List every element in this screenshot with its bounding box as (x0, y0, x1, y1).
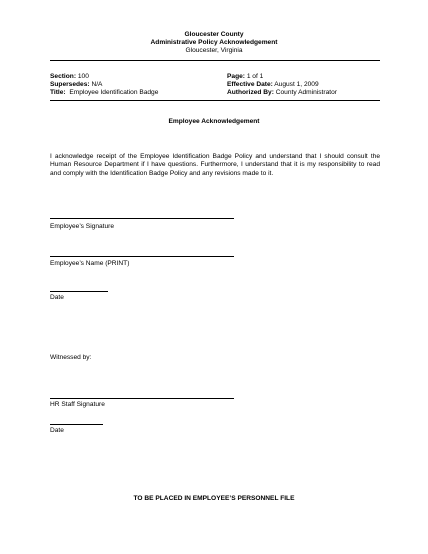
page-field (227, 73, 263, 81)
effective-date-value: August 1, 2009 (274, 81, 319, 88)
employee-name-label: Employee’s Name (PRINT) (50, 260, 130, 267)
section-heading: Employee Acknowledgement (168, 118, 260, 125)
hr-signature-line (50, 398, 234, 399)
authorized-by-label: Authorized By: (227, 89, 274, 96)
location: Gloucester, Virginia (185, 47, 243, 54)
hr-signature-label: HR Staff Signature (50, 401, 105, 408)
effective-date-label: Effective Date: (227, 81, 273, 88)
authorized-by-field (227, 89, 337, 97)
date-label-1: Date (50, 294, 64, 301)
section-field (50, 73, 89, 81)
supersedes-label: Supersedes: (50, 81, 90, 88)
section-value: 100 (77, 73, 89, 80)
employee-name-line (50, 256, 234, 257)
date-line-1 (50, 291, 108, 292)
employee-signature-label: Employee’s Signature (50, 223, 115, 230)
date-line-2 (50, 424, 103, 425)
witnessed-by-label: Witnessed by: (50, 354, 92, 361)
document-title: Administrative Policy Acknowledgement (150, 39, 278, 46)
title-value: Employee Identification Badge (69, 89, 159, 96)
county-name: Gloucester County (184, 31, 244, 38)
header-rule-top (50, 60, 380, 61)
supersedes-value: N/A (91, 81, 103, 88)
acknowledgement-paragraph: I acknowledge receipt of the Employee Identification Badge Policy and understand that I should consult the Human Resource Department if I have questions. Furthermore, I understand that it is my responsibility to read and comply with the Identification Badge Policy and any revisions made to it. (50, 153, 380, 177)
employee-signature-line (50, 218, 234, 219)
section-label: Section: (50, 73, 77, 80)
supersedes-field (50, 81, 102, 89)
footer-instruction: TO BE PLACED IN EMPLOYEE’S PERSONNEL FILE (133, 495, 295, 502)
page-value: 1 of 1 (246, 73, 264, 80)
title-label: Title: (50, 89, 66, 96)
authorized-by-value: County Administrator (275, 89, 337, 96)
date-label-2: Date (50, 427, 64, 434)
header-rule-bottom (50, 100, 380, 101)
title-field (50, 89, 158, 97)
page-label: Page: (227, 73, 245, 80)
effective-date-field (227, 81, 319, 89)
